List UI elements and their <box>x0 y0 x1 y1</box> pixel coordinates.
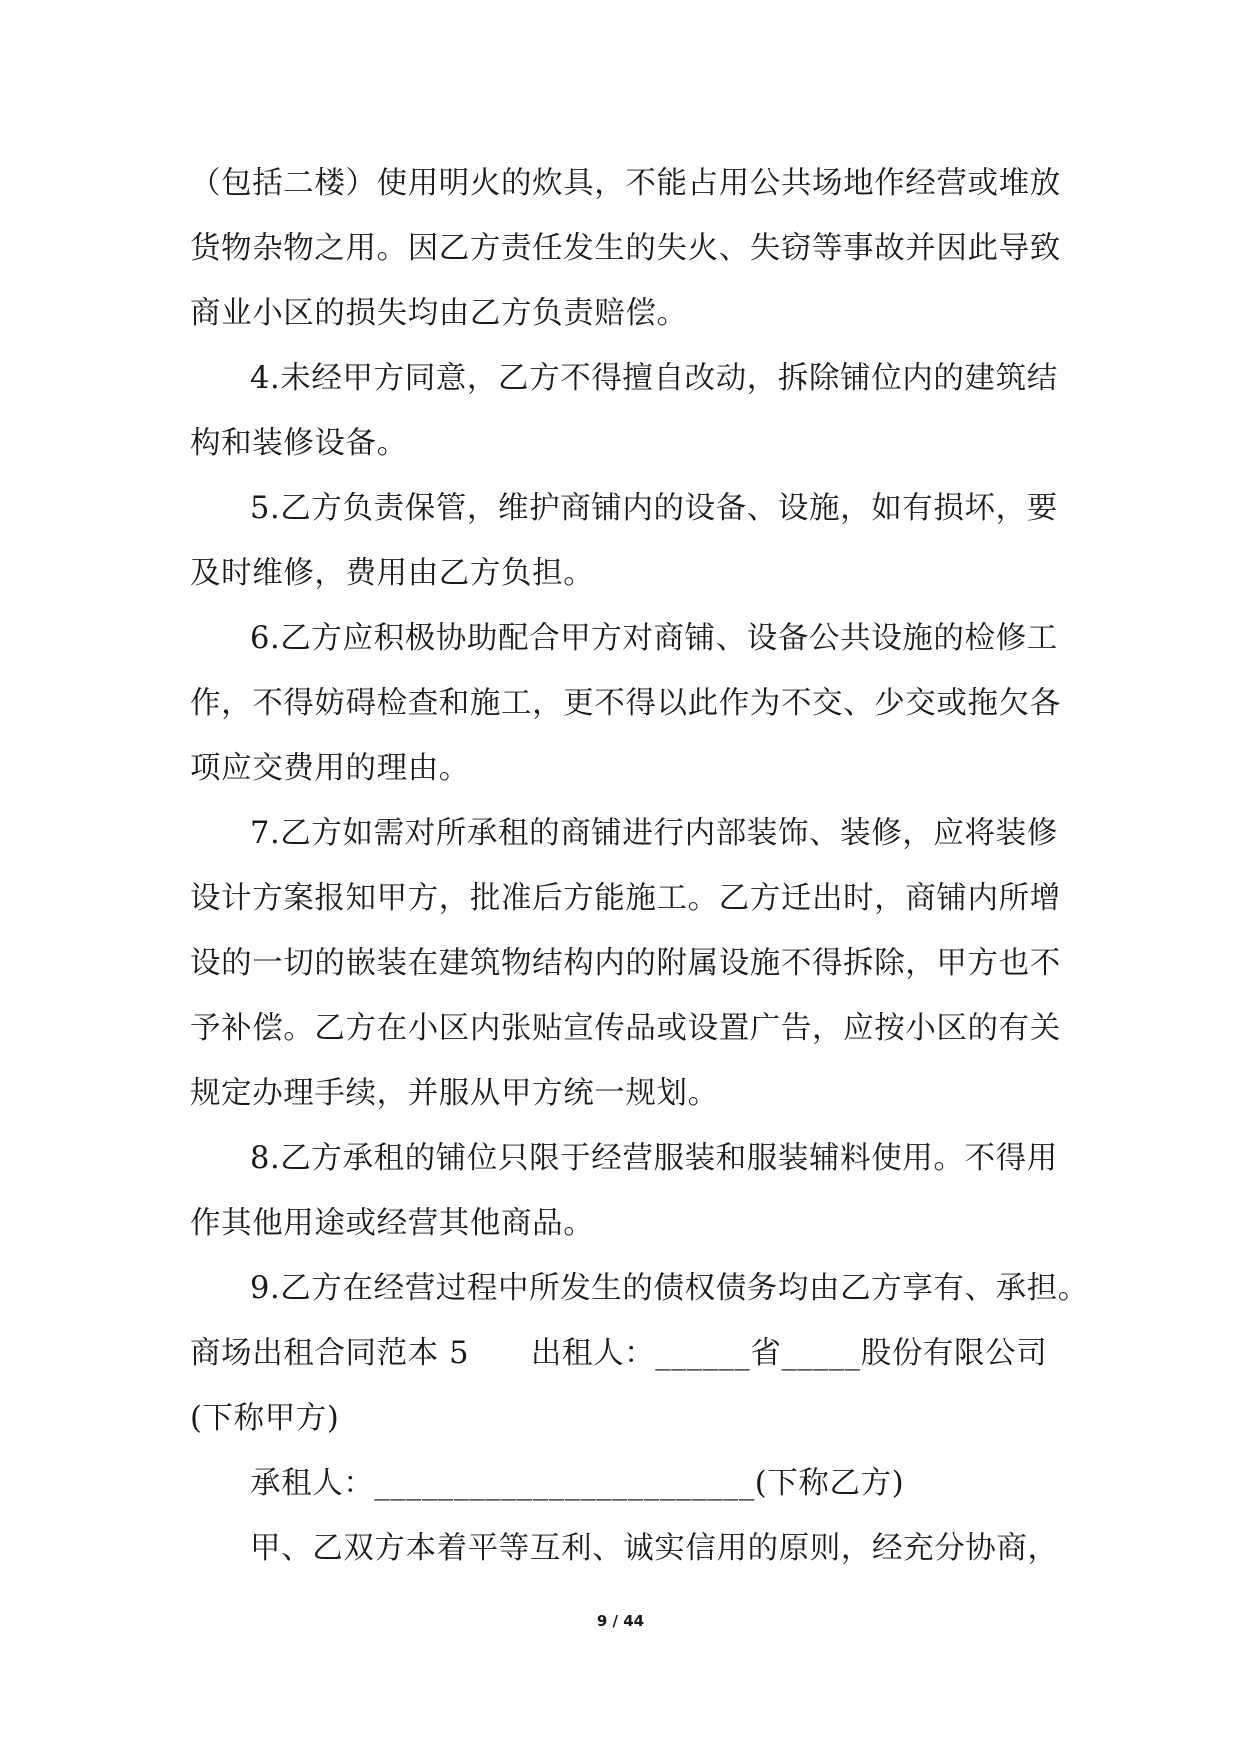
text-line: 项应交费用的理由。 <box>190 751 470 786</box>
text-line: 予补偿。乙方在小区内张贴宣传品或设置广告，应按小区的有关 <box>190 1011 1061 1046</box>
text-line: （包括二楼）使用明火的炊具，不能占用公共场地作经营或堆放 <box>190 166 1061 201</box>
text-line: 设计方案报知甲方，批准后方能施工。乙方迁出时，商铺内所增 <box>190 881 1061 916</box>
text-line: 货物杂物之用。因乙方责任发生的失火、失窃等事故并因此导致 <box>190 231 1061 266</box>
text-line: 5.乙方负责保管，维护商铺内的设备、设施，如有损坏，要 <box>250 491 1058 526</box>
text-line: (下称甲方) <box>190 1401 340 1436</box>
text-line: 构和装修设备。 <box>190 426 408 461</box>
text-line: 规定办理手续，并服从甲方统一规划。 <box>190 1076 719 1111</box>
text-line: 作其他用途或经营其他商品。 <box>190 1206 595 1241</box>
text-line: 甲、乙双方本着平等互利、诚实信用的原则，经充分协商， <box>250 1531 1059 1566</box>
text-line: 7.乙方如需对所承租的商铺进行内部装饰、装修，应将装修 <box>250 816 1058 851</box>
text-line: 9.乙方在经营过程中所发生的债权债务均由乙方享有、承担。 <box>250 1271 1089 1306</box>
text-line: 作，不得妨碍检查和施工，更不得以此作为不交、少交或拖欠各 <box>190 686 1061 721</box>
text-line: 6.乙方应积极协助配合甲方对商铺、设备公共设施的检修工 <box>250 621 1058 656</box>
page-number: 9 / 44 <box>596 1612 645 1630</box>
text-line: 设的一切的嵌装在建筑物结构内的附属设施不得拆除，甲方也不 <box>190 946 1061 981</box>
text-line: 商场出租合同范本 5 出租人：______省_____股份有限公司 <box>190 1336 1048 1371</box>
text-line: 及时维修，费用由乙方负担。 <box>190 556 595 591</box>
text-line: 商业小区的损失均由乙方负责赔偿。 <box>190 296 688 331</box>
text-line: 4.未经甲方同意，乙方不得擅自改动，拆除铺位内的建筑结 <box>250 361 1058 396</box>
text-line: 8.乙方承租的铺位只限于经营服装和服装辅料使用。不得用 <box>250 1141 1058 1176</box>
text-line: 承租人：________________________(下称乙方) <box>250 1466 905 1501</box>
